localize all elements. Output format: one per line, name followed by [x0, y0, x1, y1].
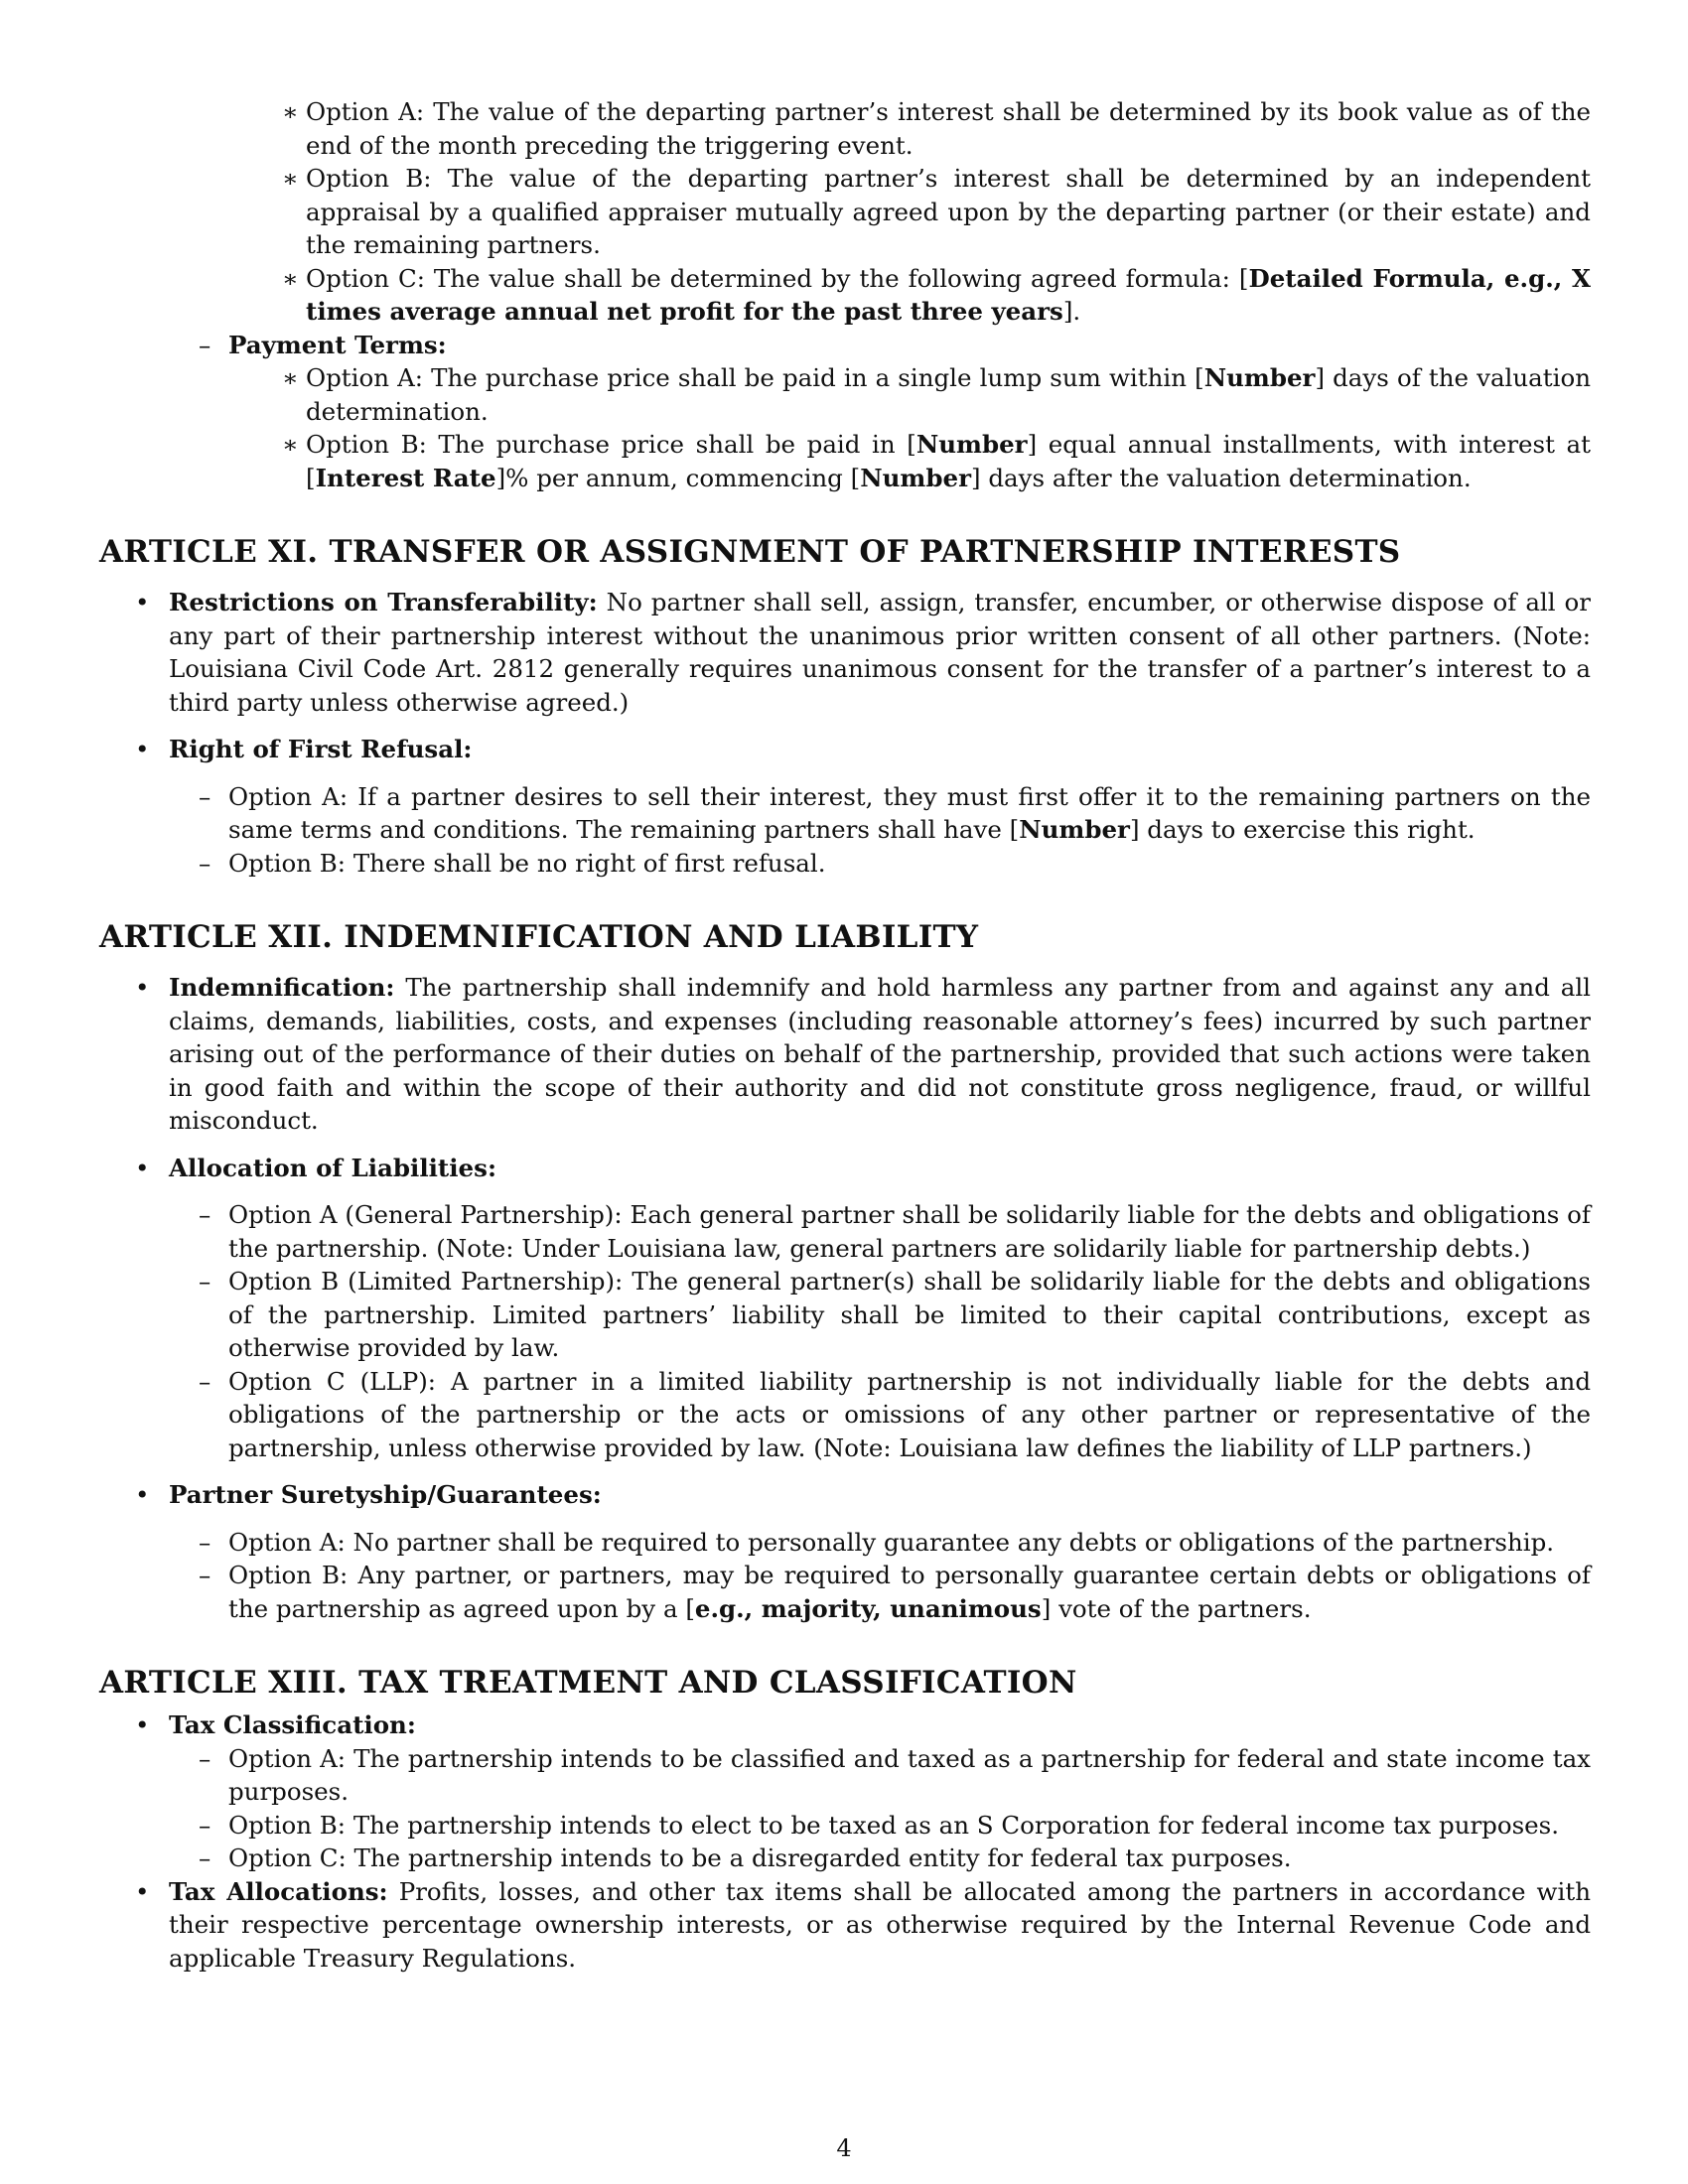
dash-bullet: –	[199, 1527, 211, 1557]
document-page	[99, 95, 1591, 1975]
list-item: ∗ Option A: The value of the departing partner’s interest shall be determined by its book value as of the end of the month preceding the triggering event.	[282, 97, 1591, 160]
suretyship-options-list	[99, 1526, 1591, 1626]
dash-bullet: –	[199, 1810, 211, 1840]
valuation-options-list	[99, 95, 1591, 329]
rofr-options-list	[99, 780, 1591, 881]
asterisk-bullet: ∗	[282, 97, 299, 126]
list-item: • Partner Suretyship/Guarantees: – Option A: No partner shall be required to personally guarantee any debts or obligations of the partnership. – Option B: Any partner, or partners, may be required to personally guarantee certain debts or obligations of the partnership as agreed upon by a [e.g., majority, unanimous] vote of the partners.	[99, 1478, 1591, 1625]
article-xi-heading: ARTICLE XI. TRANSFER OR ASSIGNMENT OF PARTNERSHIP INTERESTS	[99, 534, 1401, 570]
bullet: •	[135, 973, 150, 1002]
bullet: •	[135, 1876, 150, 1906]
list-item: ∗ Option B: The purchase price shall be paid in [Number] equal annual installments, with interest at [Interest Rate]% per annum, commencing [Number] days after the valuation determination.	[282, 430, 1591, 492]
list-item: • Tax Allocations: Profits, losses, and other tax items shall be allocated among the partners in accordance with their respective percentage ownership interests, or as otherwise required by the Internal Revenue Code and applicable Treasury Regulations.	[135, 1876, 1591, 1973]
bullet: •	[135, 1153, 150, 1182]
asterisk-bullet: ∗	[282, 164, 299, 193]
list-item: • Indemnification: The partnership shall indemnify and hold harmless any partner from and against any and all claims, demands, liabilities, costs, and expenses (including reasonable attorney’s fees) incurred by such partner arising out of the performance of their duties on behalf of the partnership, provided that such actions were taken in good faith and within the scope of their authority and did not constitute gross negligence, fraud, or willful misconduct.	[135, 973, 1591, 1135]
list-item: – Option A: The partnership intends to be classified and taxed as a partnership for federal and state income tax purposes.	[199, 1743, 1591, 1806]
article-xiii-heading: ARTICLE XIII. TAX TREATMENT AND CLASSIFICATION	[99, 1665, 1077, 1701]
list-item: • Allocation of Liabilities: – Option A (General Partnership): Each general partner shall be solidarily liable for the debts and obligations of the partnership. (Note: Under Louisiana law, general partners are solidarily liable for partnership debts.) – Option B (Limited Partnership): The general partner(s) shall be solidarily liable for the debts and obligations of the partnership. Limited partners’ liability shall be limited to their capital contributions, except as otherwise provided by law. – Option C (LLP): A partner in a limited liability partnership is not individually liable for the debts and obligations of the partnership or the acts or omissions of any other partner or representative of the partnership, unless otherwise provided by law. (Note: Louisiana law defines the liability of LLP partners.)	[99, 1152, 1591, 1465]
asterisk-bullet: ∗	[282, 363, 299, 392]
list-item: ∗ Option B: The value of the departing partner’s interest shall be determined by an independent appraisal by a qualified appraiser mutually agreed upon by the departing partner (or their estate) and the remaining partners.	[282, 164, 1591, 259]
article-xiii-list	[99, 1708, 1591, 1975]
page-number: 4	[836, 2134, 852, 2162]
dash-bullet: –	[199, 1561, 211, 1589]
list-item: – Option A (General Partnership): Each general partner shall be solidarily liable for the debts and obligations of the partnership. (Note: Under Louisiana law, general partners are solidarily liable for partnership debts.)	[199, 1200, 1591, 1263]
liability-options-list	[99, 1198, 1591, 1464]
article-xii-list	[99, 971, 1591, 1625]
dash-bullet: –	[199, 330, 211, 359]
list-item	[199, 329, 1591, 495]
list-item: – Option B: Any partner, or partners, may be required to personally guarantee certain debts or obligations of the partnership as agreed upon by a [e.g., majority, unanimous] vote of the partners.	[199, 1561, 1591, 1623]
dash-bullet: –	[199, 1200, 211, 1229]
dash-bullet: –	[199, 1843, 211, 1872]
list-item: – Option A: If a partner desires to sell their interest, they must first offer it to the remaining partners on the same terms and conditions. The remaining partners shall have [Number] days to exercise this right.	[199, 781, 1591, 844]
asterisk-bullet: ∗	[282, 430, 299, 459]
bullet: •	[135, 588, 150, 616]
list-item: – Option C: The partnership intends to be a disregarded entity for federal tax purposes.	[199, 1842, 1591, 1875]
dash-bullet: –	[199, 848, 211, 878]
article-xi-list	[99, 586, 1591, 880]
list-item: – Option C (LLP): A partner in a limited liability partnership is not individually liable for the debts and obligations of the partnership or the acts or omissions of any other partner or representative of the partnership, unless otherwise provided by law. (Note: Louisiana law defines the liability of LLP partners.)	[199, 1366, 1591, 1462]
dash-bullet: –	[199, 1366, 211, 1396]
asterisk-bullet: ∗	[282, 263, 299, 293]
dash-bullet: –	[199, 781, 211, 811]
list-item: – Option B: The partnership intends to elect to be taxed as an S Corporation for federal income tax purposes.	[199, 1809, 1591, 1843]
list-item: • Restrictions on Transferability: No partner shall sell, assign, transfer, encumber, or otherwise dispose of all or any part of their partnership interest without the unanimous prior written consent of all other partners. (Note: Louisiana Civil Code Art. 2812 generally requires unanimous consent for the transfer of a partner’s interest to a third party unless otherwise agreed.)	[135, 588, 1592, 717]
bullet: •	[135, 1480, 150, 1509]
list-item: • Right of First Refusal: – Option A: If a partner desires to sell their interest, they must first offer it to the remaining partners on the same terms and conditions. The remaining partners shall have [Number] days to exercise this right. – Option B: There shall be no right of first refusal.	[99, 733, 1591, 880]
list-item: – Option B: There shall be no right of first refusal.	[199, 847, 1591, 881]
list-item: • Tax Classification: – Option A: The partnership intends to be classified and taxed as a partnership for federal and state income tax purposes. – Option B: The partnership intends to elect to be taxed as an S Corporation for federal income tax purposes. – Option C: The partnership intends to be a disregarded entity for federal tax purposes.	[99, 1708, 1591, 1875]
bullet: •	[135, 1710, 150, 1739]
list-item: ∗ Option A: The purchase price shall be paid in a single lump sum within [Number] days of the valuation determination.	[282, 363, 1591, 426]
payment-terms-list	[99, 329, 1591, 495]
payment-options-list	[199, 361, 1591, 494]
dash-bullet: –	[199, 1267, 211, 1296]
article-xii-heading: ARTICLE XII. INDEMNIFICATION AND LIABILITY	[99, 919, 979, 955]
bullet: •	[135, 735, 150, 763]
payment-terms-label: Payment Terms:	[228, 330, 447, 359]
list-item: – Option A: No partner shall be required to personally guarantee any debts or obligations of the partnership.	[199, 1526, 1591, 1560]
dash-bullet: –	[199, 1743, 211, 1773]
list-item: – Option B (Limited Partnership): The general partner(s) shall be solidarily liable for the debts and obligations of the partnership. Limited partners’ liability shall be limited to their capital contributions, except as otherwise provided by law.	[199, 1267, 1591, 1362]
list-item: ∗ Option C: The value shall be determined by the following agreed formula: [Detailed Formula, e.g., X times average annual net profit for the past three years].	[282, 263, 1591, 326]
tax-classification-options-list	[99, 1742, 1591, 1875]
